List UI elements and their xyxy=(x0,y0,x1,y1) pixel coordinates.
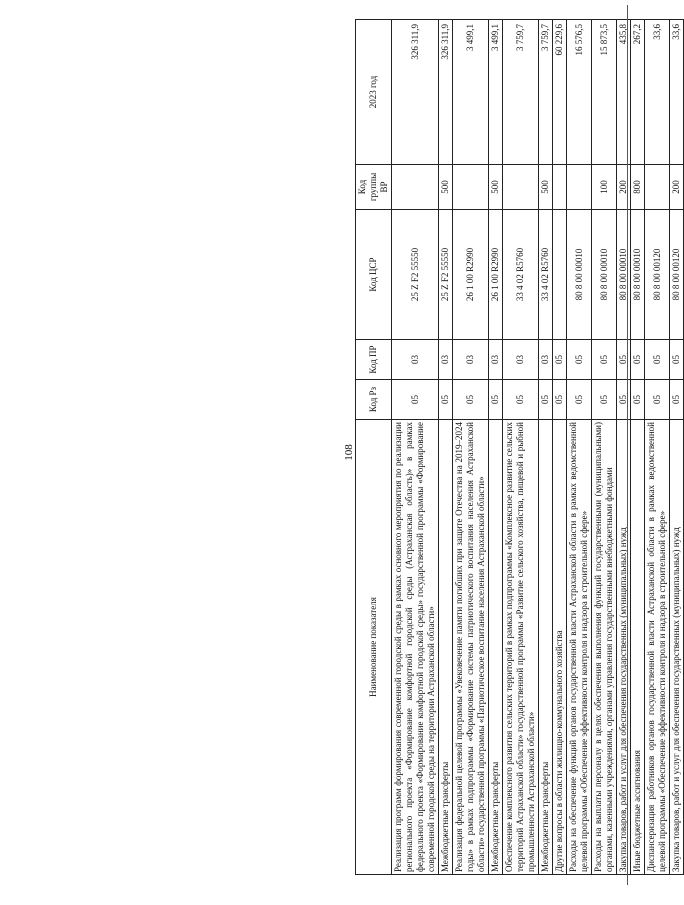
cell-name: Обеспечение комплексного развития сельских территорий в рамках подпрограммы «Комплексное развитие сельских территорий Астраханской области» государственной программы «Развитие сельского хозяйства, пищевой и рыбной промышленности Астраханской области» xyxy=(503,420,539,875)
cell-name: Межбюджетные трансферты xyxy=(489,420,503,875)
cell-vr: 500 xyxy=(489,165,503,210)
cell-name: Расходы на обеспечение функций органов государственной власти Астраханской области в рамках ведомственной целевой программы «Обеспечение эффективности контроля и надзора в строительной сфере» xyxy=(567,420,592,875)
cell-vr xyxy=(645,165,670,210)
cell-csr: 80 8 00 00120 xyxy=(645,210,670,340)
table-row xyxy=(539,20,553,875)
page-number: 108 xyxy=(343,444,355,461)
cell-pr: 03 xyxy=(453,340,489,380)
cell-name: Межбюджетные трансферты xyxy=(439,420,453,875)
cell-vr xyxy=(503,165,539,210)
header-vr: Код группы ВР xyxy=(356,165,392,210)
cell-pr: 03 xyxy=(392,340,439,380)
cell-rz: 05 xyxy=(503,380,539,420)
cell-amount: 33,6 xyxy=(645,20,670,165)
cell-name: Другие вопросы в области жилищно-коммунального хозяйства xyxy=(553,420,567,875)
table-row xyxy=(617,20,631,875)
cell-csr: 25 Z F2 55550 xyxy=(392,210,439,340)
cell-pr: 03 xyxy=(503,340,539,380)
header-year: 2023 год xyxy=(356,20,392,165)
cell-pr: 05 xyxy=(670,340,684,380)
cell-name: Иные бюджетные ассигнования xyxy=(631,420,645,875)
cell-vr: 200 xyxy=(617,165,631,210)
cell-name: Реализация федеральной целевой программы «Увековечение памяти погибших при защите Отечества на 2019–2024 годы» в рамках подпрограммы «Формирование системы патриотического воспитания населения Астраханской области» государственной программы «Патриотическое воспитание населения Астраханской области» xyxy=(453,420,489,875)
cell-amount: 3 499,1 xyxy=(489,20,503,165)
cell-vr: 100 xyxy=(592,165,617,210)
header-name: Наименование показателя xyxy=(356,420,392,875)
table-row xyxy=(670,20,684,875)
cell-csr xyxy=(553,210,567,340)
cell-rz: 05 xyxy=(439,380,453,420)
cell-amount: 3 759,7 xyxy=(539,20,553,165)
cell-amount: 16 576,5 xyxy=(567,20,592,165)
cell-csr: 80 8 00 00010 xyxy=(617,210,631,340)
cell-vr xyxy=(567,165,592,210)
cell-amount: 15 873,5 xyxy=(592,20,617,165)
table-row xyxy=(553,20,567,875)
table-row xyxy=(453,20,489,875)
budget-table xyxy=(355,19,684,875)
cell-rz: 05 xyxy=(670,380,684,420)
cell-rz: 05 xyxy=(567,380,592,420)
cell-pr: 05 xyxy=(553,340,567,380)
cell-csr: 33 4 02 R5760 xyxy=(539,210,553,340)
bottom-rule xyxy=(627,5,628,885)
cell-rz: 05 xyxy=(539,380,553,420)
table-row xyxy=(631,20,645,875)
cell-pr: 05 xyxy=(617,340,631,380)
cell-pr: 05 xyxy=(631,340,645,380)
cell-vr xyxy=(553,165,567,210)
cell-amount: 3 759,7 xyxy=(503,20,539,165)
header-rz: Код Рз xyxy=(356,380,392,420)
cell-rz: 05 xyxy=(631,380,645,420)
cell-amount: 33,6 xyxy=(670,20,684,165)
cell-vr: 200 xyxy=(670,165,684,210)
cell-amount: 326 311,9 xyxy=(392,20,439,165)
cell-csr: 80 8 00 00010 xyxy=(592,210,617,340)
table-row xyxy=(567,20,592,875)
table-row xyxy=(592,20,617,875)
cell-csr: 80 8 00 00010 xyxy=(631,210,645,340)
header-pr: Код ПР xyxy=(356,340,392,380)
cell-pr: 03 xyxy=(439,340,453,380)
table-row xyxy=(489,20,503,875)
cell-name: Расходы на выплаты персоналу в целях обеспечения выполнения функций государственными (муниципальными) органами, казенными учреждениями, органами управления государственными внебюджетными фондами xyxy=(592,420,617,875)
cell-csr: 25 Z F2 55550 xyxy=(439,210,453,340)
table-row xyxy=(503,20,539,875)
cell-vr xyxy=(392,165,439,210)
cell-name: Реализация программ формирования современной городской среды в рамках основного мероприятия по реализации регионального проекта «Формирование комфортной городской среды (Астраханская область)» в рамках федерального проекта «Формирование комфортной городской среды» государственной программы «Формирование современной городской среды на территории Астраханской области» xyxy=(392,420,439,875)
cell-csr: 26 1 00 R2990 xyxy=(453,210,489,340)
cell-name: Закупка товаров, работ и услуг для обеспечения государственных (муниципальных) нужд xyxy=(670,420,684,875)
cell-pr: 03 xyxy=(489,340,503,380)
cell-name: Межбюджетные трансферты xyxy=(539,420,553,875)
cell-name: Диспансеризация работников органов государственной власти Астраханской области в рамках ведомственной целевой программы «Обеспечение эффективности контроля и надзора в строительной сфере» xyxy=(645,420,670,875)
cell-amount: 60 229,6 xyxy=(553,20,567,165)
cell-rz: 05 xyxy=(553,380,567,420)
cell-name: Закупка товаров, работ и услуг для обеспечения государственных (муниципальных) нужд xyxy=(617,420,631,875)
cell-csr: 33 4 02 R5760 xyxy=(503,210,539,340)
header-csr: Код ЦСР xyxy=(356,210,392,340)
cell-rz: 05 xyxy=(453,380,489,420)
cell-amount: 3 499,1 xyxy=(453,20,489,165)
cell-csr: 80 8 00 00120 xyxy=(670,210,684,340)
cell-amount: 267,2 xyxy=(631,20,645,165)
cell-csr: 80 8 00 00010 xyxy=(567,210,592,340)
cell-vr: 800 xyxy=(631,165,645,210)
cell-pr: 03 xyxy=(539,340,553,380)
cell-pr: 05 xyxy=(592,340,617,380)
cell-rz: 05 xyxy=(617,380,631,420)
cell-vr: 500 xyxy=(439,165,453,210)
table-row xyxy=(439,20,453,875)
cell-amount: 326 311,9 xyxy=(439,20,453,165)
cell-amount: 435,8 xyxy=(617,20,631,165)
cell-pr: 05 xyxy=(645,340,670,380)
table-row xyxy=(645,20,670,875)
cell-pr: 05 xyxy=(567,340,592,380)
cell-rz: 05 xyxy=(645,380,670,420)
table-row xyxy=(392,20,439,875)
cell-rz: 05 xyxy=(592,380,617,420)
cell-vr: 500 xyxy=(539,165,553,210)
cell-rz: 05 xyxy=(392,380,439,420)
cell-vr xyxy=(453,165,489,210)
table-header-row xyxy=(356,20,392,875)
cell-csr: 26 1 00 R2990 xyxy=(489,210,503,340)
cell-rz: 05 xyxy=(489,380,503,420)
